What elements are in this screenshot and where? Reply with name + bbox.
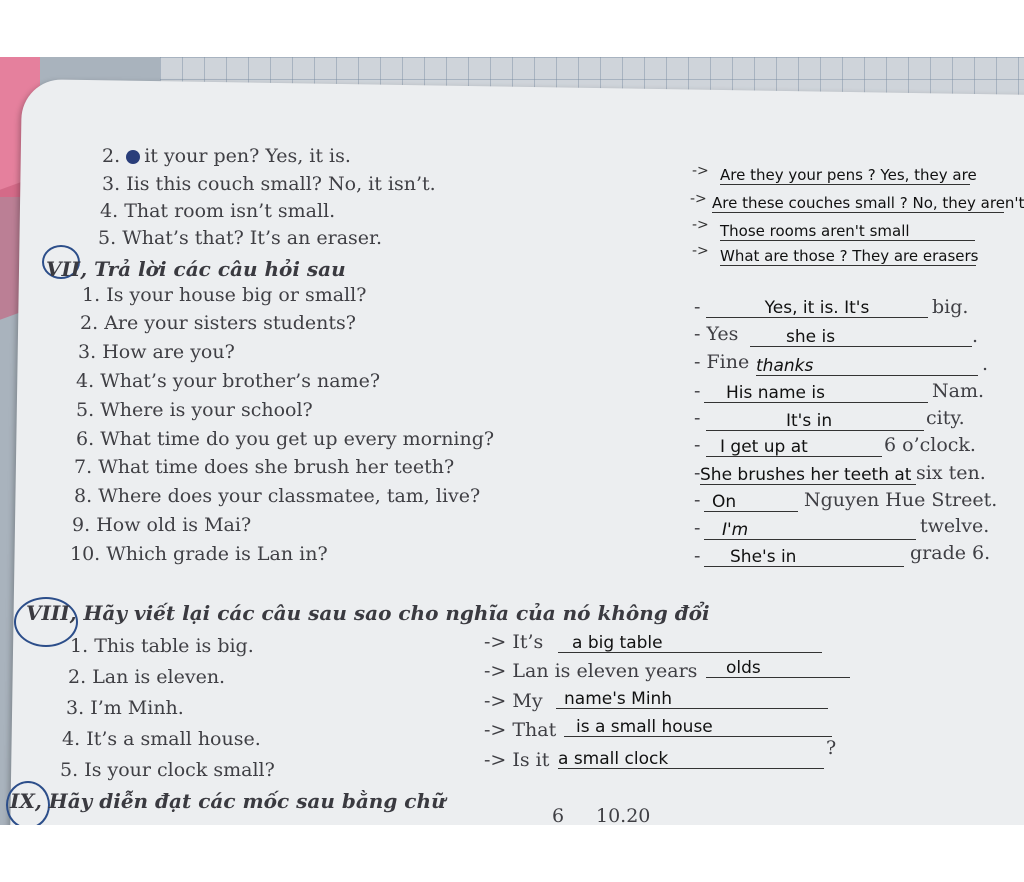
q-text: What time do you get up every morning? (100, 428, 495, 450)
a7-2-prefix: - Yes (694, 323, 739, 345)
top-item-3 (102, 173, 436, 195)
a7-8-prefix: - (694, 489, 701, 511)
a8-3-prompt: -> My (484, 690, 543, 712)
q7-3 (78, 341, 235, 363)
q-text: What’s your brother’s name? (100, 370, 381, 392)
q-text: How are you? (102, 341, 235, 363)
item-text: That room isn’t small. (124, 200, 336, 222)
top-item-2 (102, 145, 351, 167)
q-num: 10. (70, 543, 101, 565)
a7-1-prefix: - (694, 296, 701, 318)
section-viii-heading: VIII, Hãy viết lại các câu sau sao cho nghĩa của nó không đổi (26, 601, 710, 625)
a7-5-prefix: - (694, 407, 701, 429)
a7-10-hand: She's in (704, 549, 904, 567)
q7-9 (72, 514, 251, 536)
top-item-5 (98, 227, 382, 249)
q-num: 3. (78, 341, 97, 363)
arrow-4: -> (692, 217, 709, 233)
item-number: 5. (98, 227, 117, 249)
item-text: it your pen? Yes, it is. (144, 145, 351, 167)
a7-9-suffix: twelve. (920, 515, 990, 537)
q-text: Is your clock small? (84, 759, 275, 781)
photo-frame (0, 57, 1024, 825)
a7-10-suffix: grade 6. (910, 542, 991, 564)
q7-10 (70, 543, 328, 565)
a7-2-suffix: . (972, 325, 979, 347)
section-vii-heading: VII, Trả lời các câu hỏi sau (46, 257, 346, 281)
a7-4-hand: His name is (704, 385, 928, 403)
q8-5 (60, 759, 275, 781)
top-item-4 (100, 200, 335, 222)
q-text: Where does your classmatee, tam, live? (98, 485, 481, 507)
section-ix-heading: IX, Hãy diễn đạt các mốc sau bằng chữ (10, 789, 446, 813)
a7-4-prefix: - (694, 380, 701, 402)
a8-5-suffix: ? (826, 737, 837, 759)
q-text: Where is your school? (100, 399, 313, 421)
q-text: I’m Minh. (90, 697, 184, 719)
q8-4 (62, 728, 261, 750)
q-text: It’s a small house. (86, 728, 261, 750)
q-num: 4. (62, 728, 81, 750)
a8-5-prompt: -> Is it (484, 749, 550, 771)
item-text: What’s that? It’s an eraser. (122, 227, 383, 249)
q7-2 (80, 312, 356, 334)
q-text: What time does she brush her teeth? (98, 456, 455, 478)
a8-5-hand: a small clock (558, 751, 824, 769)
a8-1-prompt: -> It’s (484, 631, 544, 653)
a7-3-prefix: - Fine (694, 351, 750, 373)
q8-3 (66, 697, 184, 719)
a7-5-hand: It's in (706, 413, 924, 431)
q7-5 (76, 399, 313, 421)
q-num: 6. (76, 428, 95, 450)
q7-4 (76, 370, 380, 392)
a7-3-suffix: . (982, 353, 989, 375)
q-num: 1. (70, 635, 89, 657)
a7-9-hand: I'm (704, 522, 916, 540)
a7-7-hand: She brushes her teeth at (700, 467, 916, 485)
pen-blot-icon (126, 150, 140, 164)
item-number: 2. (102, 145, 121, 167)
q-text: How old is Mai? (96, 514, 252, 536)
q-text: Is your house big or small? (106, 284, 367, 306)
a7-1-suffix: big. (932, 296, 969, 318)
q7-8 (74, 485, 480, 507)
a8-4-prompt: -> That (484, 719, 557, 741)
item-number: 3. (102, 173, 121, 195)
q-num: 5. (76, 399, 95, 421)
q7-7 (74, 456, 454, 478)
arrow-2: -> (692, 163, 709, 179)
q8-2 (68, 666, 225, 688)
a7-7-suffix: six ten. (916, 462, 986, 484)
a8-2-prompt: -> Lan is eleven years (484, 660, 698, 682)
a7-7-prefix: - (694, 462, 701, 484)
ix-time: 10.20 (596, 805, 651, 825)
item-text: Iis this couch small? No, it isn’t. (126, 173, 436, 195)
arrow-3: -> (690, 191, 707, 207)
q-num: 8. (74, 485, 93, 507)
q-text: Lan is eleven. (92, 666, 226, 688)
answer-top-5: What are those ? They are erasers (720, 247, 979, 265)
q-text: Which grade is Lan in? (106, 543, 328, 565)
a8-1-hand: a big table (558, 635, 822, 653)
q-text: This table is big. (94, 635, 254, 657)
a8-4-hand: is a small house (564, 719, 832, 737)
q7-1 (82, 284, 366, 306)
a7-4-suffix: Nam. (932, 380, 985, 402)
q-num: 9. (72, 514, 91, 536)
a7-9-prefix: - (694, 517, 701, 539)
a8-3-hand: name's Minh (556, 691, 828, 709)
q-num: 7. (74, 456, 93, 478)
a7-1-hand: Yes, it is. It's (706, 300, 928, 318)
q-num: 3. (66, 697, 85, 719)
a7-5-suffix: city. (926, 407, 965, 429)
item-number: 4. (100, 200, 119, 222)
q-text: Are your sisters students? (104, 312, 356, 334)
a7-6-hand: I get up at (706, 439, 882, 457)
q-num: 2. (80, 312, 99, 334)
a7-3-hand: thanks (756, 358, 978, 376)
q8-1 (70, 635, 254, 657)
q-num: 1. (82, 284, 101, 306)
a7-2-hand: she is (750, 329, 972, 347)
answer-top-3: Are these couches small ? No, they aren't (712, 194, 1024, 212)
a7-10-prefix: - (694, 545, 701, 567)
q-num: 4. (76, 370, 95, 392)
ix-number: 6 (552, 805, 565, 825)
answer-top-4: Those rooms aren't small (720, 223, 975, 241)
a7-8-hand: On (704, 494, 798, 512)
a7-6-suffix: 6 o’clock. (884, 434, 976, 456)
q-num: 2. (68, 666, 87, 688)
arrow-5: -> (692, 243, 709, 259)
answer-top-2: Are they your pens ? Yes, they are (720, 166, 977, 184)
a7-8-suffix: Nguyen Hue Street. (804, 489, 998, 511)
q7-6 (76, 428, 494, 450)
q-num: 5. (60, 759, 79, 781)
a7-6-prefix: - (694, 434, 701, 456)
a8-2-hand: olds (706, 660, 850, 678)
